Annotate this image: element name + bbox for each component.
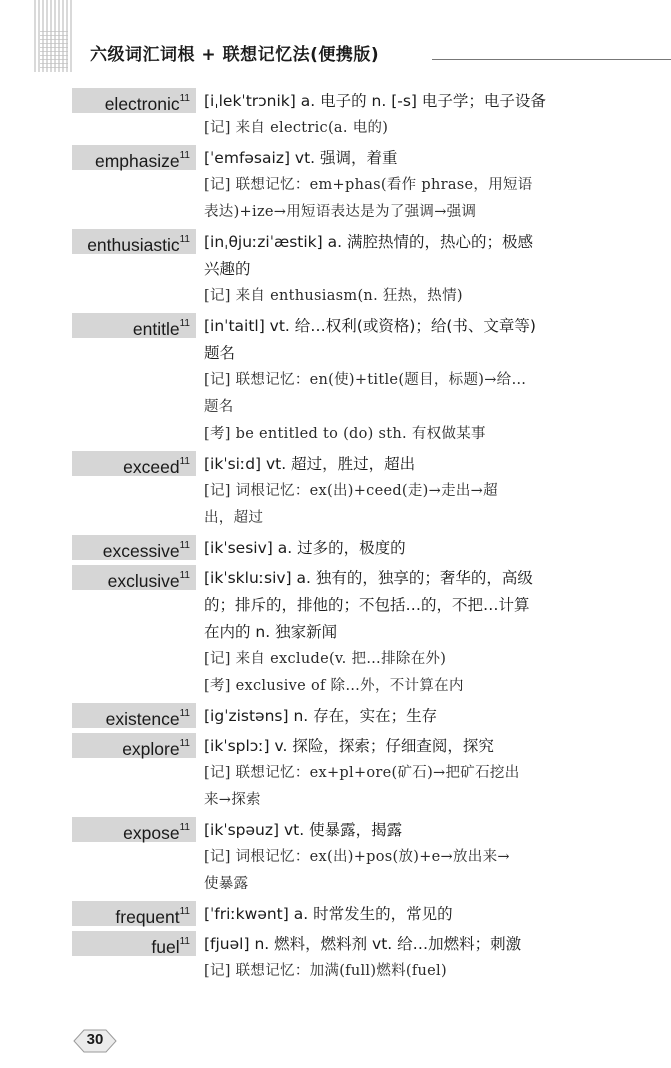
memory-note-line: [记] 来自 electric(a. 电的) (204, 120, 389, 136)
headword: enthusiastic (87, 234, 180, 255)
vocab-entry (0, 451, 671, 532)
entry-body (204, 535, 604, 562)
entry-body (204, 901, 604, 928)
memory-note-line: [记] 联想记忆：en(使)+title(题目，标题)→给… (204, 372, 527, 388)
memory-note-line: [记] 联想记忆：ex+pl+ore(矿石)→把矿石挖出 (204, 765, 520, 781)
definition-line: [ikˈsesiv] a. 过多的，极度的 (204, 539, 406, 557)
headword: excessive (102, 540, 180, 561)
memory-note-line: [记] 来自 enthusiasm(n. 狂热，热情) (204, 288, 463, 304)
headword-superscript: 11 (179, 738, 190, 749)
headword-label (72, 901, 196, 926)
definition-line: 在内的 n. 独家新闻 (204, 623, 338, 641)
vocab-entry (0, 565, 671, 700)
headword-superscript: 11 (179, 708, 190, 719)
headword: electronic (104, 93, 180, 114)
headword-superscript: 11 (179, 234, 190, 245)
memory-note-line: [记] 联想记忆：em+phas(看作 phrase，用短语 (204, 177, 533, 193)
headword: exceed (123, 456, 180, 477)
headword-label (72, 931, 196, 956)
memory-note-line: 出，超过 (204, 510, 264, 526)
headword: frequent (115, 906, 180, 927)
headword-superscript: 11 (179, 540, 190, 551)
headword-label (72, 733, 196, 758)
memory-note-line: 来→探索 (204, 792, 261, 808)
headword-superscript: 11 (179, 150, 190, 161)
headword-superscript: 11 (179, 456, 190, 467)
headword: fuel (151, 936, 180, 957)
entry-body (204, 565, 604, 700)
memory-note-line: [记] 词根记忆：ex(出)+pos(放)+e→放出来→ (204, 849, 510, 865)
vocab-entry (0, 901, 671, 928)
definition-line: [ikˈsplɔː] v. 探险，探索；仔细查阅，探究 (204, 737, 494, 755)
entry-body (204, 229, 604, 310)
page-number: 30 (86, 1031, 104, 1048)
entry-body (204, 313, 604, 448)
definition-line: 的；排斥的，排他的；不包括…的，不把…计算 (204, 596, 530, 614)
headword-label (72, 565, 196, 590)
entry-body (204, 145, 604, 226)
vocab-entry (0, 817, 671, 898)
vocab-entry (0, 535, 671, 562)
book-title: 六级词汇词根 + 联想记忆法(便携版) (90, 45, 380, 65)
definition-line: 兴趣的 (204, 260, 251, 278)
entry-body (204, 703, 604, 730)
headword-superscript: 11 (179, 906, 190, 917)
definition-line: [ˈfriːkwənt] a. 时常发生的，常见的 (204, 905, 453, 923)
definition-line: [iˌlekˈtrɔnik] a. 电子的 n. [-s] 电子学；电子设备 (204, 92, 546, 110)
memory-note-line: [记] 联想记忆：加满(full)燃料(fuel) (204, 963, 447, 979)
headword: entitle (132, 318, 180, 339)
memory-note-line: [考] be entitled to (do) sth. 有权做某事 (204, 426, 486, 442)
headword-label (72, 535, 196, 560)
header-decoration-lines (40, 28, 68, 68)
vocab-entry (0, 931, 671, 985)
page-footer (72, 1027, 118, 1055)
page-header (34, 0, 671, 72)
definition-line: [ikˈsiːd] vt. 超过，胜过，超出 (204, 455, 416, 473)
headword: expose (123, 822, 180, 843)
vocab-entry (0, 145, 671, 226)
headword-label (72, 817, 196, 842)
headword-label (72, 145, 196, 170)
headword: existence (105, 708, 180, 729)
vocab-entry (0, 313, 671, 448)
entry-body (204, 451, 604, 532)
vocabulary-list (0, 88, 671, 988)
vocab-entry (0, 703, 671, 730)
memory-note-line: 表达)+ize→用短语表达是为了强调→强调 (204, 204, 477, 220)
headword-superscript: 11 (179, 822, 190, 833)
definition-line: [inˌθjuːziˈæstik] a. 满腔热情的，热心的；极感 (204, 233, 533, 251)
entry-body (204, 931, 604, 985)
entry-body (204, 88, 604, 142)
headword-superscript: 11 (179, 93, 190, 104)
headword: exclusive (107, 570, 180, 591)
header-rule (432, 59, 671, 60)
definition-line: 题名 (204, 344, 236, 362)
headword: emphasize (94, 150, 180, 171)
headword-superscript: 11 (179, 318, 190, 329)
entry-body (204, 733, 604, 814)
memory-note-line: 使暴露 (204, 876, 249, 892)
headword-superscript: 11 (179, 570, 190, 581)
headword-label (72, 451, 196, 476)
definition-line: [ikˈspəuz] vt. 使暴露，揭露 (204, 821, 403, 839)
memory-note-line: [考] exclusive of 除…外，不计算在内 (204, 678, 464, 694)
definition-line: [ikˈskluːsiv] a. 独有的，独享的；奢华的，高级 (204, 569, 533, 587)
headword-label (72, 88, 196, 113)
vocab-entry (0, 88, 671, 142)
memory-note-line: 题名 (204, 399, 234, 415)
definition-line: [ˈemfəsaiz] vt. 强调，着重 (204, 149, 398, 167)
definition-line: [igˈzistəns] n. 存在，实在；生存 (204, 707, 438, 725)
definition-line: [fjuəl] n. 燃料，燃料剂 vt. 给…加燃料；刺激 (204, 935, 522, 953)
headword: explore (122, 738, 180, 759)
headword-label (72, 313, 196, 338)
headword-label (72, 229, 196, 254)
vocab-entry (0, 733, 671, 814)
headword-label (72, 703, 196, 728)
definition-line: [inˈtaitl] vt. 给…权利(或资格)；给(书、文章等) (204, 317, 536, 335)
memory-note-line: [记] 来自 exclude(v. 把…排除在外) (204, 651, 447, 667)
memory-note-line: [记] 词根记忆：ex(出)+ceed(走)→走出→超 (204, 483, 498, 499)
vocab-entry (0, 229, 671, 310)
headword-superscript: 11 (179, 936, 190, 947)
entry-body (204, 817, 604, 898)
